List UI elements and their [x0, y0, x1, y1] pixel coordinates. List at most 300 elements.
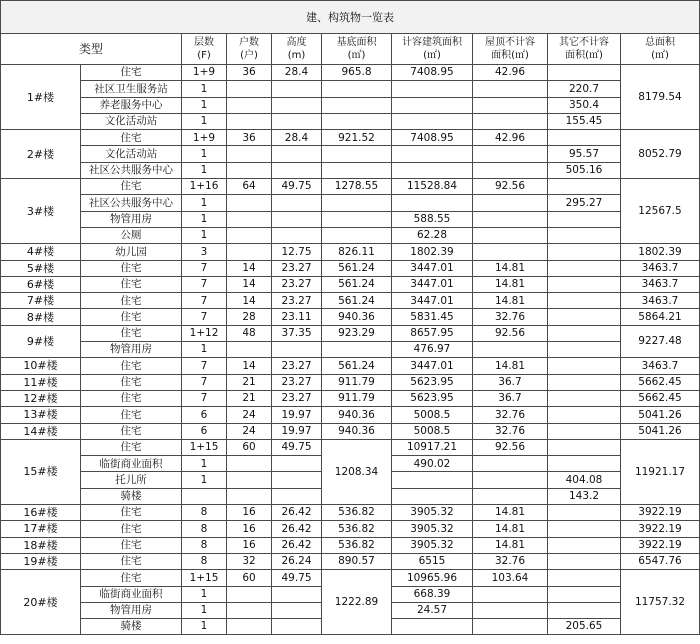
height-cell [272, 472, 322, 488]
far-area-cell: 668.39 [392, 586, 473, 602]
total-area-cell: 5662.45 [621, 374, 700, 390]
table-row [1, 505, 700, 521]
building-name: 13#楼 [1, 407, 81, 423]
other-area-cell [548, 537, 621, 553]
roof-area-cell [473, 342, 548, 358]
other-area-cell [548, 390, 621, 406]
floors-cell: 1 [182, 211, 227, 227]
other-area-cell [548, 342, 621, 358]
roof-area-cell: 14.81 [473, 260, 548, 276]
table-row [1, 407, 700, 423]
type-cell: 住宅 [81, 390, 182, 406]
building-name: 11#楼 [1, 374, 81, 390]
total-area-cell: 3922.19 [621, 505, 700, 521]
units-cell: 21 [227, 374, 272, 390]
other-area-cell [548, 456, 621, 472]
roof-area-cell [473, 586, 548, 602]
table-row [1, 423, 700, 439]
type-cell: 住宅 [81, 179, 182, 195]
header-far-area: 计容建筑面积 (㎡) [392, 34, 473, 65]
table-row [1, 244, 700, 260]
height-cell: 23.27 [272, 276, 322, 292]
building-name: 14#楼 [1, 423, 81, 439]
floors-cell: 7 [182, 374, 227, 390]
type-cell: 社区卫生服务站 [81, 81, 182, 97]
far-area-cell: 5623.95 [392, 374, 473, 390]
building-name: 10#楼 [1, 358, 81, 374]
height-cell: 49.75 [272, 179, 322, 195]
type-cell: 临街商业面积 [81, 586, 182, 602]
far-area-cell: 62.28 [392, 227, 473, 243]
units-cell: 14 [227, 260, 272, 276]
base-area-cell [322, 195, 392, 211]
base-area-cell: 911.79 [322, 374, 392, 390]
far-area-cell: 8657.95 [392, 325, 473, 341]
height-cell: 28.4 [272, 65, 322, 81]
far-area-cell: 5623.95 [392, 390, 473, 406]
roof-area-cell [473, 97, 548, 113]
building-name: 17#楼 [1, 521, 81, 537]
height-cell: 49.75 [272, 439, 322, 455]
units-cell: 24 [227, 407, 272, 423]
units-cell: 14 [227, 293, 272, 309]
far-area-cell [392, 472, 473, 488]
height-cell: 49.75 [272, 570, 322, 586]
table-row [1, 374, 700, 390]
type-cell: 住宅 [81, 553, 182, 569]
type-cell: 住宅 [81, 423, 182, 439]
table-row [1, 195, 700, 211]
units-cell [227, 195, 272, 211]
total-area-cell: 11757.32 [621, 570, 700, 635]
building-name: 9#楼 [1, 325, 81, 358]
total-area-cell: 5041.26 [621, 407, 700, 423]
height-cell [272, 81, 322, 97]
base-area-cell [322, 342, 392, 358]
other-area-cell [548, 227, 621, 243]
units-cell [227, 227, 272, 243]
type-cell: 幼儿园 [81, 244, 182, 260]
base-area-cell [322, 227, 392, 243]
roof-area-cell: 14.81 [473, 293, 548, 309]
total-area-cell: 5662.45 [621, 390, 700, 406]
other-area-cell [548, 423, 621, 439]
table-row [1, 293, 700, 309]
units-cell: 24 [227, 423, 272, 439]
header-row [1, 34, 700, 65]
other-area-cell: 350.4 [548, 97, 621, 113]
floors-cell: 1 [182, 342, 227, 358]
other-area-cell [548, 179, 621, 195]
type-cell: 住宅 [81, 65, 182, 81]
type-cell: 住宅 [81, 309, 182, 325]
roof-area-cell [473, 488, 548, 504]
height-cell: 28.4 [272, 130, 322, 146]
total-area-cell: 5041.26 [621, 423, 700, 439]
table-row [1, 570, 700, 586]
units-cell [227, 456, 272, 472]
roof-area-cell [473, 162, 548, 178]
floors-cell: 1+15 [182, 439, 227, 455]
far-area-cell: 3447.01 [392, 260, 473, 276]
other-area-cell [548, 505, 621, 521]
table-row [1, 537, 700, 553]
total-area-cell: 3463.7 [621, 293, 700, 309]
table-row [1, 162, 700, 178]
height-cell [272, 211, 322, 227]
header-height: 高度 (m) [272, 34, 322, 65]
units-cell [227, 162, 272, 178]
floors-cell: 1 [182, 81, 227, 97]
table-row [1, 390, 700, 406]
other-area-cell [548, 570, 621, 586]
building-name: 15#楼 [1, 439, 81, 504]
floors-cell: 8 [182, 537, 227, 553]
table-row [1, 97, 700, 113]
roof-area-cell: 36.7 [473, 390, 548, 406]
floors-cell: 3 [182, 244, 227, 260]
height-cell: 23.27 [272, 374, 322, 390]
far-area-cell [392, 113, 473, 129]
type-cell: 住宅 [81, 130, 182, 146]
type-cell: 文化活动站 [81, 113, 182, 129]
base-area-cell: 923.29 [322, 325, 392, 341]
floors-cell: 1 [182, 456, 227, 472]
building-name: 6#楼 [1, 276, 81, 292]
roof-area-cell: 92.56 [473, 179, 548, 195]
units-cell [227, 146, 272, 162]
height-cell [272, 146, 322, 162]
units-cell: 32 [227, 553, 272, 569]
height-cell: 23.27 [272, 358, 322, 374]
far-area-cell: 5008.5 [392, 423, 473, 439]
type-cell: 住宅 [81, 293, 182, 309]
type-cell: 住宅 [81, 260, 182, 276]
roof-area-cell: 32.76 [473, 309, 548, 325]
far-area-cell: 3447.01 [392, 358, 473, 374]
height-cell: 23.11 [272, 309, 322, 325]
floors-cell: 1 [182, 602, 227, 618]
other-area-cell [548, 553, 621, 569]
other-area-cell [548, 602, 621, 618]
floors-cell: 8 [182, 505, 227, 521]
other-area-cell [548, 211, 621, 227]
floors-cell: 1 [182, 619, 227, 635]
floors-cell: 1 [182, 227, 227, 243]
far-area-cell [392, 619, 473, 635]
roof-area-cell: 92.56 [473, 439, 548, 455]
roof-area-cell: 14.81 [473, 358, 548, 374]
far-area-cell: 1802.39 [392, 244, 473, 260]
table-row [1, 439, 700, 455]
other-area-cell [548, 374, 621, 390]
base-area-cell: 561.24 [322, 276, 392, 292]
table-title: 建、构筑物一览表 [1, 1, 700, 34]
base-area-cell: 561.24 [322, 293, 392, 309]
height-cell: 26.42 [272, 505, 322, 521]
floors-cell: 1 [182, 195, 227, 211]
other-area-cell [548, 293, 621, 309]
base-area-cell: 940.36 [322, 309, 392, 325]
far-area-cell: 3905.32 [392, 537, 473, 553]
type-cell: 住宅 [81, 358, 182, 374]
roof-area-cell [473, 113, 548, 129]
other-area-cell [548, 439, 621, 455]
type-cell: 社区公共服务中心 [81, 195, 182, 211]
far-area-cell [392, 146, 473, 162]
far-area-cell: 3447.01 [392, 276, 473, 292]
base-area-cell: 536.82 [322, 505, 392, 521]
height-cell [272, 602, 322, 618]
type-cell: 文化活动站 [81, 146, 182, 162]
far-area-cell: 24.57 [392, 602, 473, 618]
roof-area-cell: 103.64 [473, 570, 548, 586]
height-cell: 26.42 [272, 537, 322, 553]
table-row [1, 211, 700, 227]
far-area-cell: 5831.45 [392, 309, 473, 325]
type-cell: 物管用房 [81, 211, 182, 227]
other-area-cell [548, 260, 621, 276]
total-area-cell: 3463.7 [621, 358, 700, 374]
far-area-cell [392, 81, 473, 97]
roof-area-cell [473, 227, 548, 243]
header-floors: 层数 (F) [182, 34, 227, 65]
type-cell: 社区公共服务中心 [81, 162, 182, 178]
base-area-cell: 940.36 [322, 407, 392, 423]
floors-cell: 8 [182, 553, 227, 569]
header-total-area: 总面积 (㎡) [621, 34, 700, 65]
floors-cell: 1+9 [182, 65, 227, 81]
units-cell [227, 472, 272, 488]
base-area-cell: 1208.34 [322, 439, 392, 504]
base-area-cell [322, 211, 392, 227]
header-roof-area: 屋顶不计容 面积(㎡) [473, 34, 548, 65]
far-area-cell: 11528.84 [392, 179, 473, 195]
roof-area-cell: 36.7 [473, 374, 548, 390]
building-name: 4#楼 [1, 244, 81, 260]
base-area-cell [322, 146, 392, 162]
base-area-cell [322, 81, 392, 97]
building-name: 19#楼 [1, 553, 81, 569]
floors-cell: 7 [182, 309, 227, 325]
total-area-cell: 8052.79 [621, 130, 700, 179]
far-area-cell: 3447.01 [392, 293, 473, 309]
far-area-cell: 3905.32 [392, 505, 473, 521]
height-cell [272, 342, 322, 358]
height-cell [272, 195, 322, 211]
far-area-cell [392, 162, 473, 178]
type-cell: 临街商业面积 [81, 456, 182, 472]
far-area-cell: 10965.96 [392, 570, 473, 586]
roof-area-cell [473, 81, 548, 97]
far-area-cell: 10917.21 [392, 439, 473, 455]
units-cell: 60 [227, 570, 272, 586]
far-area-cell [392, 195, 473, 211]
total-area-cell: 3922.19 [621, 521, 700, 537]
far-area-cell: 3905.32 [392, 521, 473, 537]
floors-cell: 1 [182, 586, 227, 602]
roof-area-cell: 14.81 [473, 276, 548, 292]
other-area-cell [548, 325, 621, 341]
total-area-cell: 9227.48 [621, 325, 700, 358]
roof-area-cell [473, 619, 548, 635]
height-cell [272, 227, 322, 243]
base-area-cell: 561.24 [322, 260, 392, 276]
floors-cell: 1+9 [182, 130, 227, 146]
other-area-cell: 220.7 [548, 81, 621, 97]
units-cell: 16 [227, 537, 272, 553]
other-area-cell [548, 586, 621, 602]
height-cell [272, 456, 322, 472]
far-area-cell [392, 97, 473, 113]
far-area-cell: 5008.5 [392, 407, 473, 423]
units-cell [227, 619, 272, 635]
units-cell: 21 [227, 390, 272, 406]
header-base-area: 基底面积 (㎡) [322, 34, 392, 65]
base-area-cell: 921.52 [322, 130, 392, 146]
table-row [1, 65, 700, 81]
table-row [1, 113, 700, 129]
total-area-cell: 3463.7 [621, 260, 700, 276]
base-area-cell: 536.82 [322, 537, 392, 553]
type-cell: 公厕 [81, 227, 182, 243]
header-type: 类型 [1, 34, 182, 65]
type-cell: 住宅 [81, 521, 182, 537]
roof-area-cell: 32.76 [473, 553, 548, 569]
other-area-cell: 143.2 [548, 488, 621, 504]
roof-area-cell [473, 195, 548, 211]
height-cell: 37.35 [272, 325, 322, 341]
type-cell: 住宅 [81, 276, 182, 292]
units-cell: 60 [227, 439, 272, 455]
other-area-cell [548, 130, 621, 146]
height-cell [272, 162, 322, 178]
far-area-cell: 490.02 [392, 456, 473, 472]
building-name: 2#楼 [1, 130, 81, 179]
total-area-cell: 6547.76 [621, 553, 700, 569]
building-name: 7#楼 [1, 293, 81, 309]
total-area-cell: 5864.21 [621, 309, 700, 325]
floors-cell: 1+16 [182, 179, 227, 195]
base-area-cell: 1222.89 [322, 570, 392, 635]
units-cell: 36 [227, 65, 272, 81]
floors-cell: 7 [182, 390, 227, 406]
type-cell: 物管用房 [81, 342, 182, 358]
far-area-cell: 7408.95 [392, 130, 473, 146]
height-cell [272, 619, 322, 635]
type-cell: 物管用房 [81, 602, 182, 618]
total-area-cell: 12567.5 [621, 179, 700, 244]
units-cell [227, 97, 272, 113]
floors-cell: 7 [182, 293, 227, 309]
roof-area-cell: 14.81 [473, 521, 548, 537]
other-area-cell [548, 407, 621, 423]
units-cell [227, 81, 272, 97]
header-units: 户数 (户) [227, 34, 272, 65]
building-name: 12#楼 [1, 390, 81, 406]
base-area-cell: 965.8 [322, 65, 392, 81]
units-cell: 36 [227, 130, 272, 146]
table-row [1, 521, 700, 537]
height-cell [272, 97, 322, 113]
type-cell: 托儿所 [81, 472, 182, 488]
other-area-cell: 205.65 [548, 619, 621, 635]
units-cell [227, 244, 272, 260]
floors-cell: 6 [182, 423, 227, 439]
other-area-cell: 95.57 [548, 146, 621, 162]
units-cell [227, 488, 272, 504]
table-row [1, 553, 700, 569]
far-area-cell: 476.97 [392, 342, 473, 358]
units-cell: 64 [227, 179, 272, 195]
base-area-cell: 890.57 [322, 553, 392, 569]
floors-cell: 1 [182, 472, 227, 488]
type-cell: 养老服务中心 [81, 97, 182, 113]
roof-area-cell: 92.56 [473, 325, 548, 341]
units-cell: 16 [227, 505, 272, 521]
table-row [1, 260, 700, 276]
base-area-cell: 826.11 [322, 244, 392, 260]
other-area-cell [548, 276, 621, 292]
type-cell: 住宅 [81, 374, 182, 390]
units-cell [227, 586, 272, 602]
floors-cell: 1 [182, 162, 227, 178]
base-area-cell: 1278.55 [322, 179, 392, 195]
floors-cell: 7 [182, 276, 227, 292]
building-name: 1#楼 [1, 65, 81, 130]
units-cell: 14 [227, 358, 272, 374]
other-area-cell [548, 521, 621, 537]
base-area-cell [322, 97, 392, 113]
height-cell: 19.97 [272, 407, 322, 423]
roof-area-cell: 32.76 [473, 423, 548, 439]
table-row [1, 358, 700, 374]
table-row [1, 179, 700, 195]
other-area-cell: 295.27 [548, 195, 621, 211]
building-name: 3#楼 [1, 179, 81, 244]
height-cell [272, 586, 322, 602]
base-area-cell: 561.24 [322, 358, 392, 374]
units-cell [227, 211, 272, 227]
building-name: 20#楼 [1, 570, 81, 635]
units-cell: 28 [227, 309, 272, 325]
units-cell: 16 [227, 521, 272, 537]
height-cell: 26.42 [272, 521, 322, 537]
type-cell: 住宅 [81, 505, 182, 521]
floors-cell: 1 [182, 146, 227, 162]
units-cell: 14 [227, 276, 272, 292]
roof-area-cell: 42.96 [473, 65, 548, 81]
table-row [1, 130, 700, 146]
base-area-cell: 940.36 [322, 423, 392, 439]
building-name: 5#楼 [1, 260, 81, 276]
base-area-cell [322, 113, 392, 129]
floors-cell: 7 [182, 358, 227, 374]
units-cell [227, 602, 272, 618]
base-area-cell: 536.82 [322, 521, 392, 537]
height-cell: 23.27 [272, 390, 322, 406]
other-area-cell [548, 358, 621, 374]
table-row [1, 146, 700, 162]
base-area-cell: 911.79 [322, 390, 392, 406]
table-row [1, 227, 700, 243]
other-area-cell: 404.08 [548, 472, 621, 488]
roof-area-cell: 32.76 [473, 407, 548, 423]
table-row [1, 276, 700, 292]
far-area-cell: 588.55 [392, 211, 473, 227]
total-area-cell: 3922.19 [621, 537, 700, 553]
roof-area-cell: 14.81 [473, 505, 548, 521]
